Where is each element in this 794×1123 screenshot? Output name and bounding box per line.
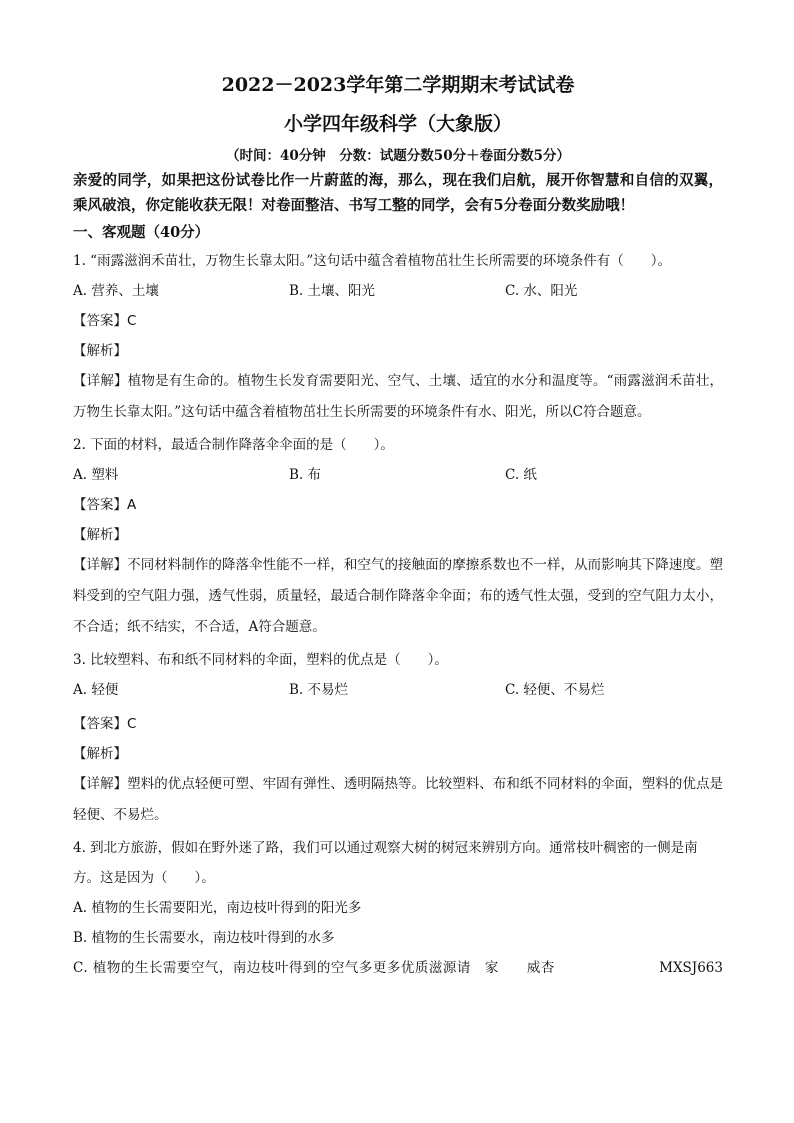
question-stem: 4. 到北方旅游，假如在野外迷了路，我们可以通过观察大树的树冠来辨别方向。通常枝叶稠密的一侧是南方。这是因为（ ）。 bbox=[73, 840, 698, 886]
answer-label: 【答案】 bbox=[73, 716, 127, 732]
option-c: C. 轻便、不易烂 bbox=[505, 682, 605, 698]
option-c: C. 水、阳光 bbox=[505, 283, 578, 299]
question-2 bbox=[73, 430, 723, 643]
answer-line bbox=[73, 306, 723, 336]
section-heading: 一、客观题（40分） bbox=[73, 224, 210, 241]
detail-label: 【详解】 bbox=[73, 776, 128, 792]
analysis-label: 【解析】 bbox=[73, 527, 127, 543]
option-b: B. 布 bbox=[289, 467, 322, 483]
detail-paragraph bbox=[73, 366, 723, 428]
option-c: C. 植物的生长需要空气，南边枝叶得到的空气多更多优质滋源请 家 威杏 bbox=[73, 960, 555, 976]
detail-label: 【详解】 bbox=[73, 373, 128, 389]
option-a: A. 营养、土壤 bbox=[73, 283, 159, 299]
option-b: B. 不易烂 bbox=[289, 682, 349, 698]
answer-line bbox=[73, 490, 723, 520]
option-a: A. 轻便 bbox=[73, 682, 119, 698]
answer-value: C bbox=[127, 716, 137, 732]
option-c-row bbox=[73, 953, 723, 983]
question-stem: 3. 比较塑料、布和纸不同材料的伞面，塑料的优点是（ ）。 bbox=[73, 652, 448, 668]
options-row bbox=[73, 460, 723, 490]
intro-paragraph: 亲爱的同学，如果把这份试卷比作一片蔚蓝的海，那么，现在我们启航，展开你智慧和自信的双翼，乘风破浪，你定能收获无限！对卷面整洁、书写工整的同学，会有5分卷面分数奖励哦！ bbox=[73, 172, 723, 214]
analysis-label: 【解析】 bbox=[73, 746, 127, 762]
detail-label: 【详解】 bbox=[73, 557, 128, 573]
answer-value: A bbox=[127, 497, 137, 513]
options-row bbox=[73, 675, 723, 705]
option-b: B. 植物的生长需要水，南边枝叶得到的水多 bbox=[73, 930, 335, 946]
option-a: A. 塑料 bbox=[73, 467, 119, 483]
question-stem: 1. “雨露滋润禾苗壮，万物生长靠太阳。”这句话中蕴含着植物茁壮生长所需要的环境条件有（ ）。 bbox=[73, 253, 671, 269]
exam-page bbox=[73, 70, 723, 983]
answer-line bbox=[73, 709, 723, 739]
detail-text: 塑料的优点轻便可塑、牢固有弹性、透明隔热等。比较塑料、布和纸不同材料的伞面，塑料的优点是轻便、不易烂。 bbox=[73, 776, 724, 823]
exam-meta: （时间：40分钟 分数：试题分数50分＋卷面分数5分） bbox=[226, 148, 570, 164]
option-c: C. 纸 bbox=[505, 467, 537, 483]
question-1 bbox=[73, 246, 723, 428]
exam-subtitle: 小学四年级科学（大象版） bbox=[283, 113, 512, 135]
detail-text: 不同材料制作的降落伞性能不一样，和空气的接触面的摩擦系数也不一样，从而影响其下降速度。塑料受到的空气阻力强，透气性弱，质量轻，最适合制作降落伞伞面；布的透气性太强，受到的空气阻力太小，不合适；纸不结实，不合适，A符合题意。 bbox=[73, 557, 724, 635]
question-stem: 2. 下面的材料，最适合制作降落伞伞面的是（ ）。 bbox=[73, 437, 394, 453]
exam-title: 2022－2023学年第二学期期末考试试卷 bbox=[221, 74, 575, 96]
detail-paragraph bbox=[73, 769, 723, 831]
question-4 bbox=[73, 833, 723, 983]
watermark-code: MXSJ663 bbox=[659, 960, 723, 976]
answer-value: C bbox=[127, 313, 137, 329]
answer-label: 【答案】 bbox=[73, 497, 127, 513]
detail-paragraph bbox=[73, 550, 723, 643]
options-row bbox=[73, 276, 723, 306]
analysis-label: 【解析】 bbox=[73, 343, 127, 359]
answer-label: 【答案】 bbox=[73, 313, 127, 329]
option-b: B. 土壤、阳光 bbox=[289, 283, 376, 299]
detail-text: 植物是有生命的。植物生长发育需要阳光、空气、土壤、适宜的水分和温度等。“雨露滋润禾苗壮，万物生长靠太阳。”这句话中蕴含着植物茁壮生长所需要的环境条件有水、阳光，所以C符合题意。 bbox=[73, 373, 723, 420]
question-3 bbox=[73, 645, 723, 831]
option-a: A. 植物的生长需要阳光，南边枝叶得到的阳光多 bbox=[73, 900, 362, 916]
